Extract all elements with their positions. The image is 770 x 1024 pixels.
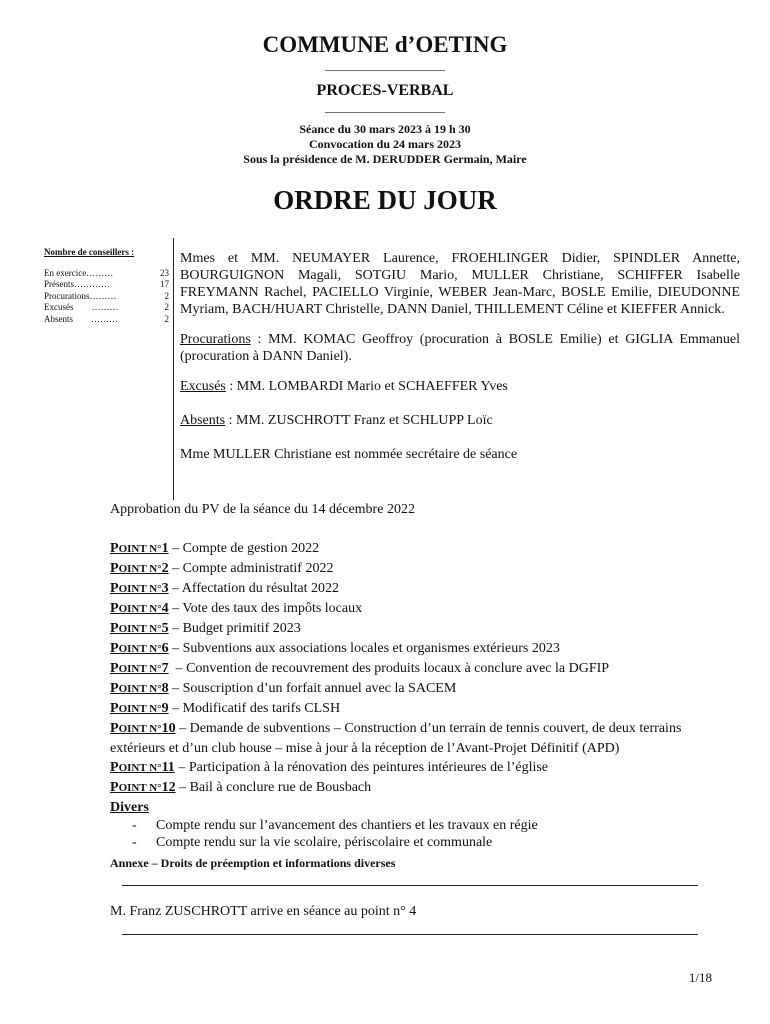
point-number: 7: [161, 661, 169, 676]
point-word-rest: OINT N°: [118, 683, 162, 695]
seance-date: Séance du 30 mars 2023 à 19 h 30: [299, 122, 471, 136]
count-value: 2: [164, 290, 169, 301]
vertical-divider: [173, 238, 174, 500]
ordre-du-jour-title: ORDRE DU JOUR: [273, 185, 497, 215]
point-text: – Modificatif des tarifs CLSH: [168, 701, 341, 716]
point-text: – Budget primitif 2023: [168, 621, 301, 636]
point-word-rest: OINT N°: [118, 623, 162, 635]
point-label: [110, 681, 169, 696]
point-text: – Subventions aux associations locales et organismes extérieurs 2023: [168, 641, 560, 656]
page-number: 1/18: [688, 970, 712, 985]
point-word-initial: P: [110, 681, 119, 696]
excuses-line: [180, 378, 740, 395]
point-label: [110, 621, 169, 636]
point-number: 9: [161, 701, 169, 716]
agenda-points: [110, 539, 740, 851]
point-number: 8: [161, 681, 169, 696]
point-text: – Bail à conclure rue de Bousbach: [175, 780, 372, 795]
point-label: [110, 581, 169, 596]
agenda-point: [110, 539, 740, 559]
agenda-point: [110, 599, 740, 619]
agenda-point: [110, 699, 740, 719]
divers-list: [110, 817, 740, 851]
attendance-block: [180, 250, 740, 463]
count-label: Procurations: [44, 290, 90, 301]
point-label: [110, 541, 169, 556]
absents-text: : MM. ZUSCHROTT Franz et SCHLUPP Loïc: [225, 413, 493, 428]
divers-title: Divers: [110, 800, 149, 815]
absents-line: [180, 412, 740, 429]
count-row: [44, 279, 169, 291]
count-dots: ………: [89, 290, 117, 301]
count-value: 17: [160, 279, 169, 289]
point-word-rest: OINT N°: [118, 583, 162, 595]
agenda-point: [110, 559, 740, 579]
point-number: 11: [161, 760, 175, 775]
point-word-rest: OINT N°: [118, 762, 162, 774]
point-number: 2: [161, 561, 169, 576]
point-word-initial: P: [110, 641, 119, 656]
secretaire-line: Mme MULLER Christiane est nommée secrétaire de séance: [180, 447, 518, 462]
point-number: 3: [161, 581, 169, 596]
subtitle-rule: ——————————: [325, 104, 445, 118]
presidence: Sous la présidence de M. DERUDDER Germain, Maire: [243, 152, 527, 166]
absents-label: Absents: [180, 413, 226, 428]
count-label: Présents: [44, 279, 74, 289]
divers-item: - Compte rendu sur la vie scolaire, périscolaire et communale: [110, 834, 740, 851]
count-row: [44, 302, 169, 314]
agenda-point: [110, 619, 740, 639]
count-value: 2: [164, 302, 169, 312]
count-value: 2: [164, 313, 169, 324]
annexe-line: Annexe – Droits de préemption et informations diverses: [110, 856, 396, 870]
point-word-initial: P: [110, 721, 119, 736]
point-word-initial: P: [110, 760, 119, 775]
point-word-initial: P: [110, 621, 119, 636]
point-word-initial: P: [110, 561, 119, 576]
count-row: [44, 314, 169, 326]
point-text: – Compte de gestion 2022: [168, 541, 320, 556]
agenda-point: [110, 639, 740, 659]
counts-list: [44, 268, 169, 326]
point-number: 1: [161, 541, 169, 556]
count-row: [44, 291, 169, 303]
point-text: – Participation à la rénovation des peintures intérieures de l’église: [174, 760, 549, 775]
point-text: – Souscription d’un forfait annuel avec la SACEM: [168, 681, 457, 696]
arrival-note: M. Franz ZUSCHROTT arrive en séance au point n° 4: [110, 904, 417, 919]
point-label: [110, 721, 176, 736]
count-label: Excusés: [44, 302, 74, 312]
point-word-rest: OINT N°: [118, 703, 162, 715]
excuses-text: : MM. LOMBARDI Mario et SCHAEFFER Yves: [225, 379, 508, 394]
count-label: En exercice: [44, 267, 87, 278]
count-dots: ………: [73, 302, 119, 312]
point-label: [110, 701, 169, 716]
point-label: [110, 760, 175, 775]
separator-line: [122, 934, 698, 935]
proces-verbal-title: PROCES-VERBAL: [316, 82, 454, 99]
point-word-initial: P: [110, 701, 119, 716]
point-number: 12: [161, 780, 176, 795]
point-text: – Demande de subventions – Construction d’un terrain de tennis couvert, de deux terrains extérieurs et d’un club house – mise à jour à la réception de l’Avant-Projet Définitif (APD): [110, 721, 685, 756]
procurations-label: Procurations: [180, 332, 251, 347]
procurations-line: [180, 331, 740, 365]
agenda-point: [110, 758, 740, 778]
agenda-point: [110, 659, 740, 679]
title-rule: ——————————: [325, 62, 445, 76]
point-word-rest: OINT N°: [118, 663, 162, 675]
point-label: [110, 780, 176, 795]
point-word-rest: OINT N°: [118, 782, 162, 794]
count-dots: …………: [74, 279, 110, 289]
point-text: – Convention de recouvrement des produits locaux à conclure avec la DGFIP: [168, 661, 610, 676]
count-dots: ………: [73, 313, 118, 324]
points-list: [110, 539, 740, 798]
point-word-rest: OINT N°: [118, 723, 162, 735]
convocation-date: Convocation du 24 mars 2023: [308, 137, 461, 151]
count-row: [44, 268, 169, 280]
point-word-initial: P: [110, 601, 119, 616]
point-number: 5: [161, 621, 169, 636]
point-word-rest: OINT N°: [118, 603, 162, 615]
procurations-text: : MM. KOMAC Geoffroy (procuration à BOSLE Emilie) et GIGLIA Emmanuel (procuration à DANN Daniel).: [180, 332, 740, 364]
point-number: 6: [161, 641, 169, 656]
agenda-point: [110, 579, 740, 599]
point-label: [110, 601, 169, 616]
separator-line: [122, 885, 698, 886]
point-word-initial: P: [110, 661, 119, 676]
point-word-initial: P: [110, 541, 119, 556]
excuses-label: Excusés: [180, 379, 226, 394]
point-word-rest: OINT N°: [118, 543, 162, 555]
count-value: 23: [160, 267, 169, 278]
point-word-rest: OINT N°: [118, 643, 162, 655]
point-label: [110, 641, 169, 656]
point-word-initial: P: [110, 581, 119, 596]
count-dots: ………: [86, 267, 114, 278]
commune-title: COMMUNE d’OETING: [262, 32, 508, 57]
seance-info: [0, 122, 770, 167]
point-word-rest: OINT N°: [118, 563, 162, 575]
point-text: – Vote des taux des impôts locaux: [168, 601, 363, 616]
point-number: 4: [161, 601, 169, 616]
point-number: 10: [161, 721, 176, 736]
point-word-initial: P: [110, 780, 119, 795]
agenda-point: [110, 778, 740, 798]
point-text: – Affectation du résultat 2022: [168, 581, 340, 596]
divers-item: - Compte rendu sur l’avancement des chantiers et les travaux en régie: [110, 817, 740, 834]
presents-list: Mmes et MM. NEUMAYER Laurence, FROEHLINGER Didier, SPINDLER Annette, BOURGUIGNON Magali, SOTGIU Mario, MULLER Christiane, SCHIFFER Isabelle FREYMANN Rachel, PACIELLO Virginie, WEBER Jean-Marc, BOSLE Emilie, DIEUDONNE Myriam, BACH/HUART Christelle, DANN Daniel, THILLEMENT Céline et KIEFFER Annick.: [180, 251, 740, 317]
point-label: [110, 661, 169, 676]
agenda-point: [110, 679, 740, 699]
count-label: Absents: [44, 313, 73, 324]
approbation-line: Approbation du PV de la séance du 14 décembre 2022: [110, 502, 415, 517]
agenda-point: [110, 719, 740, 758]
point-label: [110, 561, 169, 576]
point-text: – Compte administratif 2022: [168, 561, 334, 576]
conseillers-counts: [44, 247, 169, 325]
counts-title: Nombre de conseillers :: [44, 247, 135, 257]
